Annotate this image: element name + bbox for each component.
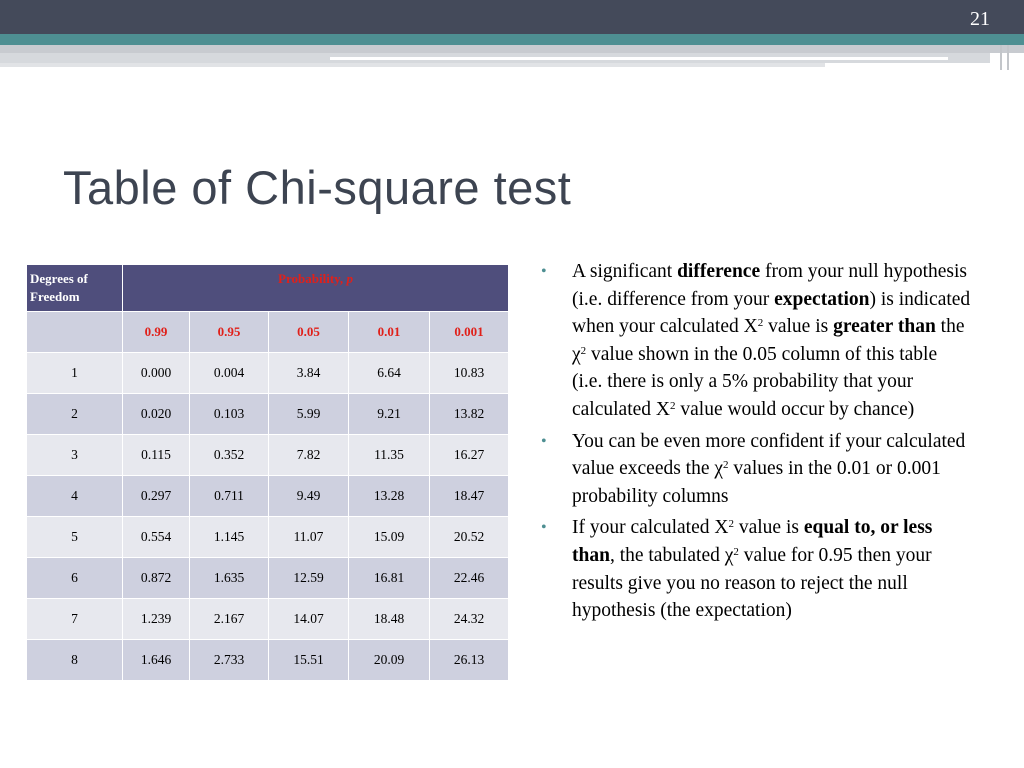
df-header: Degrees of Freedom <box>27 265 123 312</box>
emphasis: greater than <box>833 316 936 338</box>
critical-value-cell: 22.46 <box>430 558 509 599</box>
critical-value-cell: 6.64 <box>349 353 430 394</box>
grey-stripe-1 <box>0 45 1024 53</box>
critical-value-cell: 1.635 <box>190 558 269 599</box>
chi-square-table <box>26 264 509 681</box>
slide-number: 21 <box>970 8 990 30</box>
critical-value-cell: 0.711 <box>190 476 269 517</box>
text: value is <box>733 517 804 539</box>
probability-row <box>27 312 509 353</box>
critical-value-cell: 14.07 <box>269 599 349 640</box>
emphasis: equal to, or less than <box>572 517 933 566</box>
table-row <box>27 599 509 640</box>
critical-value-cell: 2.167 <box>190 599 269 640</box>
vertical-accent-line <box>1000 45 1002 70</box>
bullet-list <box>541 258 971 629</box>
critical-value-cell: 13.28 <box>349 476 430 517</box>
text: values in the 0.01 or 0.001 probability columns <box>572 458 941 507</box>
emphasis: expectation <box>774 288 870 310</box>
critical-value-cell: 16.81 <box>349 558 430 599</box>
bullet-icon: • <box>541 519 547 537</box>
table-body <box>27 312 509 681</box>
probability-value: 0.05 <box>269 312 349 353</box>
critical-value-cell: 12.59 <box>269 558 349 599</box>
text: A significant <box>572 261 678 282</box>
superscript: 2 <box>757 317 764 330</box>
table-row <box>27 640 509 681</box>
critical-value-cell: 0.352 <box>190 435 269 476</box>
critical-value-cell: 16.27 <box>430 435 509 476</box>
critical-value-cell: 24.32 <box>430 599 509 640</box>
probability-value: 0.95 <box>190 312 269 353</box>
critical-value-cell: 20.09 <box>349 640 430 681</box>
critical-value-cell: 20.52 <box>430 517 509 558</box>
critical-value-cell: 2.733 <box>190 640 269 681</box>
df-cell: 7 <box>27 599 123 640</box>
superscript: 2 <box>580 344 587 357</box>
grey-stripe-3 <box>0 63 825 67</box>
text: value is <box>763 316 834 338</box>
critical-value-cell: 0.554 <box>123 517 190 558</box>
critical-value-cell: 18.48 <box>349 599 430 640</box>
text: If your calculated X <box>572 517 729 539</box>
table-row <box>27 476 509 517</box>
bullet-icon: • <box>541 263 547 280</box>
critical-value-cell: 3.84 <box>269 353 349 394</box>
superscript: 2 <box>728 518 734 531</box>
superscript: 2 <box>723 459 729 472</box>
bullet-item <box>541 258 971 424</box>
critical-value-cell: 0.872 <box>123 558 190 599</box>
text: , the tabulated χ <box>609 544 734 566</box>
table-row <box>27 353 509 394</box>
top-banner <box>0 0 1024 34</box>
critical-value-cell: 0.020 <box>123 394 190 435</box>
superscript: 2 <box>733 545 739 558</box>
bullet-item <box>541 428 971 511</box>
critical-value-cell: 0.004 <box>190 353 269 394</box>
df-cell: 2 <box>27 394 123 435</box>
critical-value-cell: 15.51 <box>269 640 349 681</box>
text: ) is indicated when your calculated X <box>572 288 971 338</box>
text: value for 0.95 then your results give you no reason to reject the null hypothesis (the expectation) <box>572 544 932 622</box>
table-row <box>27 558 509 599</box>
table-row <box>27 517 509 558</box>
text: You can be even more confident if your calculated value exceeds the χ <box>572 430 966 480</box>
text: value would occur by chance) <box>675 398 915 420</box>
df-cell: 4 <box>27 476 123 517</box>
teal-stripe <box>0 34 1024 45</box>
df-cell: 8 <box>27 640 123 681</box>
critical-value-cell: 13.82 <box>430 394 509 435</box>
df-cell: 3 <box>27 435 123 476</box>
df-cell: 1 <box>27 353 123 394</box>
white-accent-line <box>330 57 948 60</box>
critical-value-cell: 5.99 <box>269 394 349 435</box>
probability-value: 0.99 <box>123 312 190 353</box>
critical-value-cell: 10.83 <box>430 353 509 394</box>
probability-value: 0.001 <box>430 312 509 353</box>
probability-header <box>123 265 509 312</box>
probability-variable: p <box>346 271 353 286</box>
text: value shown in the 0.05 column of this table (i.e. there is only a 5% probability that your calculated X <box>572 343 938 420</box>
bullet-icon: • <box>541 432 547 450</box>
text: from your null hypothesis (i.e. difference from your <box>572 261 968 310</box>
critical-value-cell: 0.000 <box>123 353 190 394</box>
critical-value-cell: 15.09 <box>349 517 430 558</box>
critical-value-cell: 9.21 <box>349 394 430 435</box>
critical-value-cell: 0.103 <box>190 394 269 435</box>
critical-value-cell: 26.13 <box>430 640 509 681</box>
table-cell-blank <box>27 312 123 353</box>
critical-value-cell: 0.297 <box>123 476 190 517</box>
critical-value-cell: 7.82 <box>269 435 349 476</box>
table-row <box>27 435 509 476</box>
critical-value-cell: 11.07 <box>269 517 349 558</box>
vertical-accent-line <box>1007 45 1009 70</box>
probability-value: 0.01 <box>349 312 430 353</box>
superscript: 2 <box>670 399 676 412</box>
critical-value-cell: 0.115 <box>123 435 190 476</box>
probability-header-text: Probability, <box>278 271 347 286</box>
critical-value-cell: 1.239 <box>123 599 190 640</box>
critical-value-cell: 9.49 <box>269 476 349 517</box>
critical-value-cell: 18.47 <box>430 476 509 517</box>
table-row <box>27 394 509 435</box>
text: the χ <box>572 316 965 365</box>
emphasis: difference <box>677 261 761 282</box>
df-cell: 5 <box>27 517 123 558</box>
critical-value-cell: 1.646 <box>123 640 190 681</box>
bullet-item <box>541 514 971 624</box>
slide-title: Table of Chi-square test <box>63 161 572 214</box>
critical-value-cell: 11.35 <box>349 435 430 476</box>
df-cell: 6 <box>27 558 123 599</box>
critical-value-cell: 1.145 <box>190 517 269 558</box>
